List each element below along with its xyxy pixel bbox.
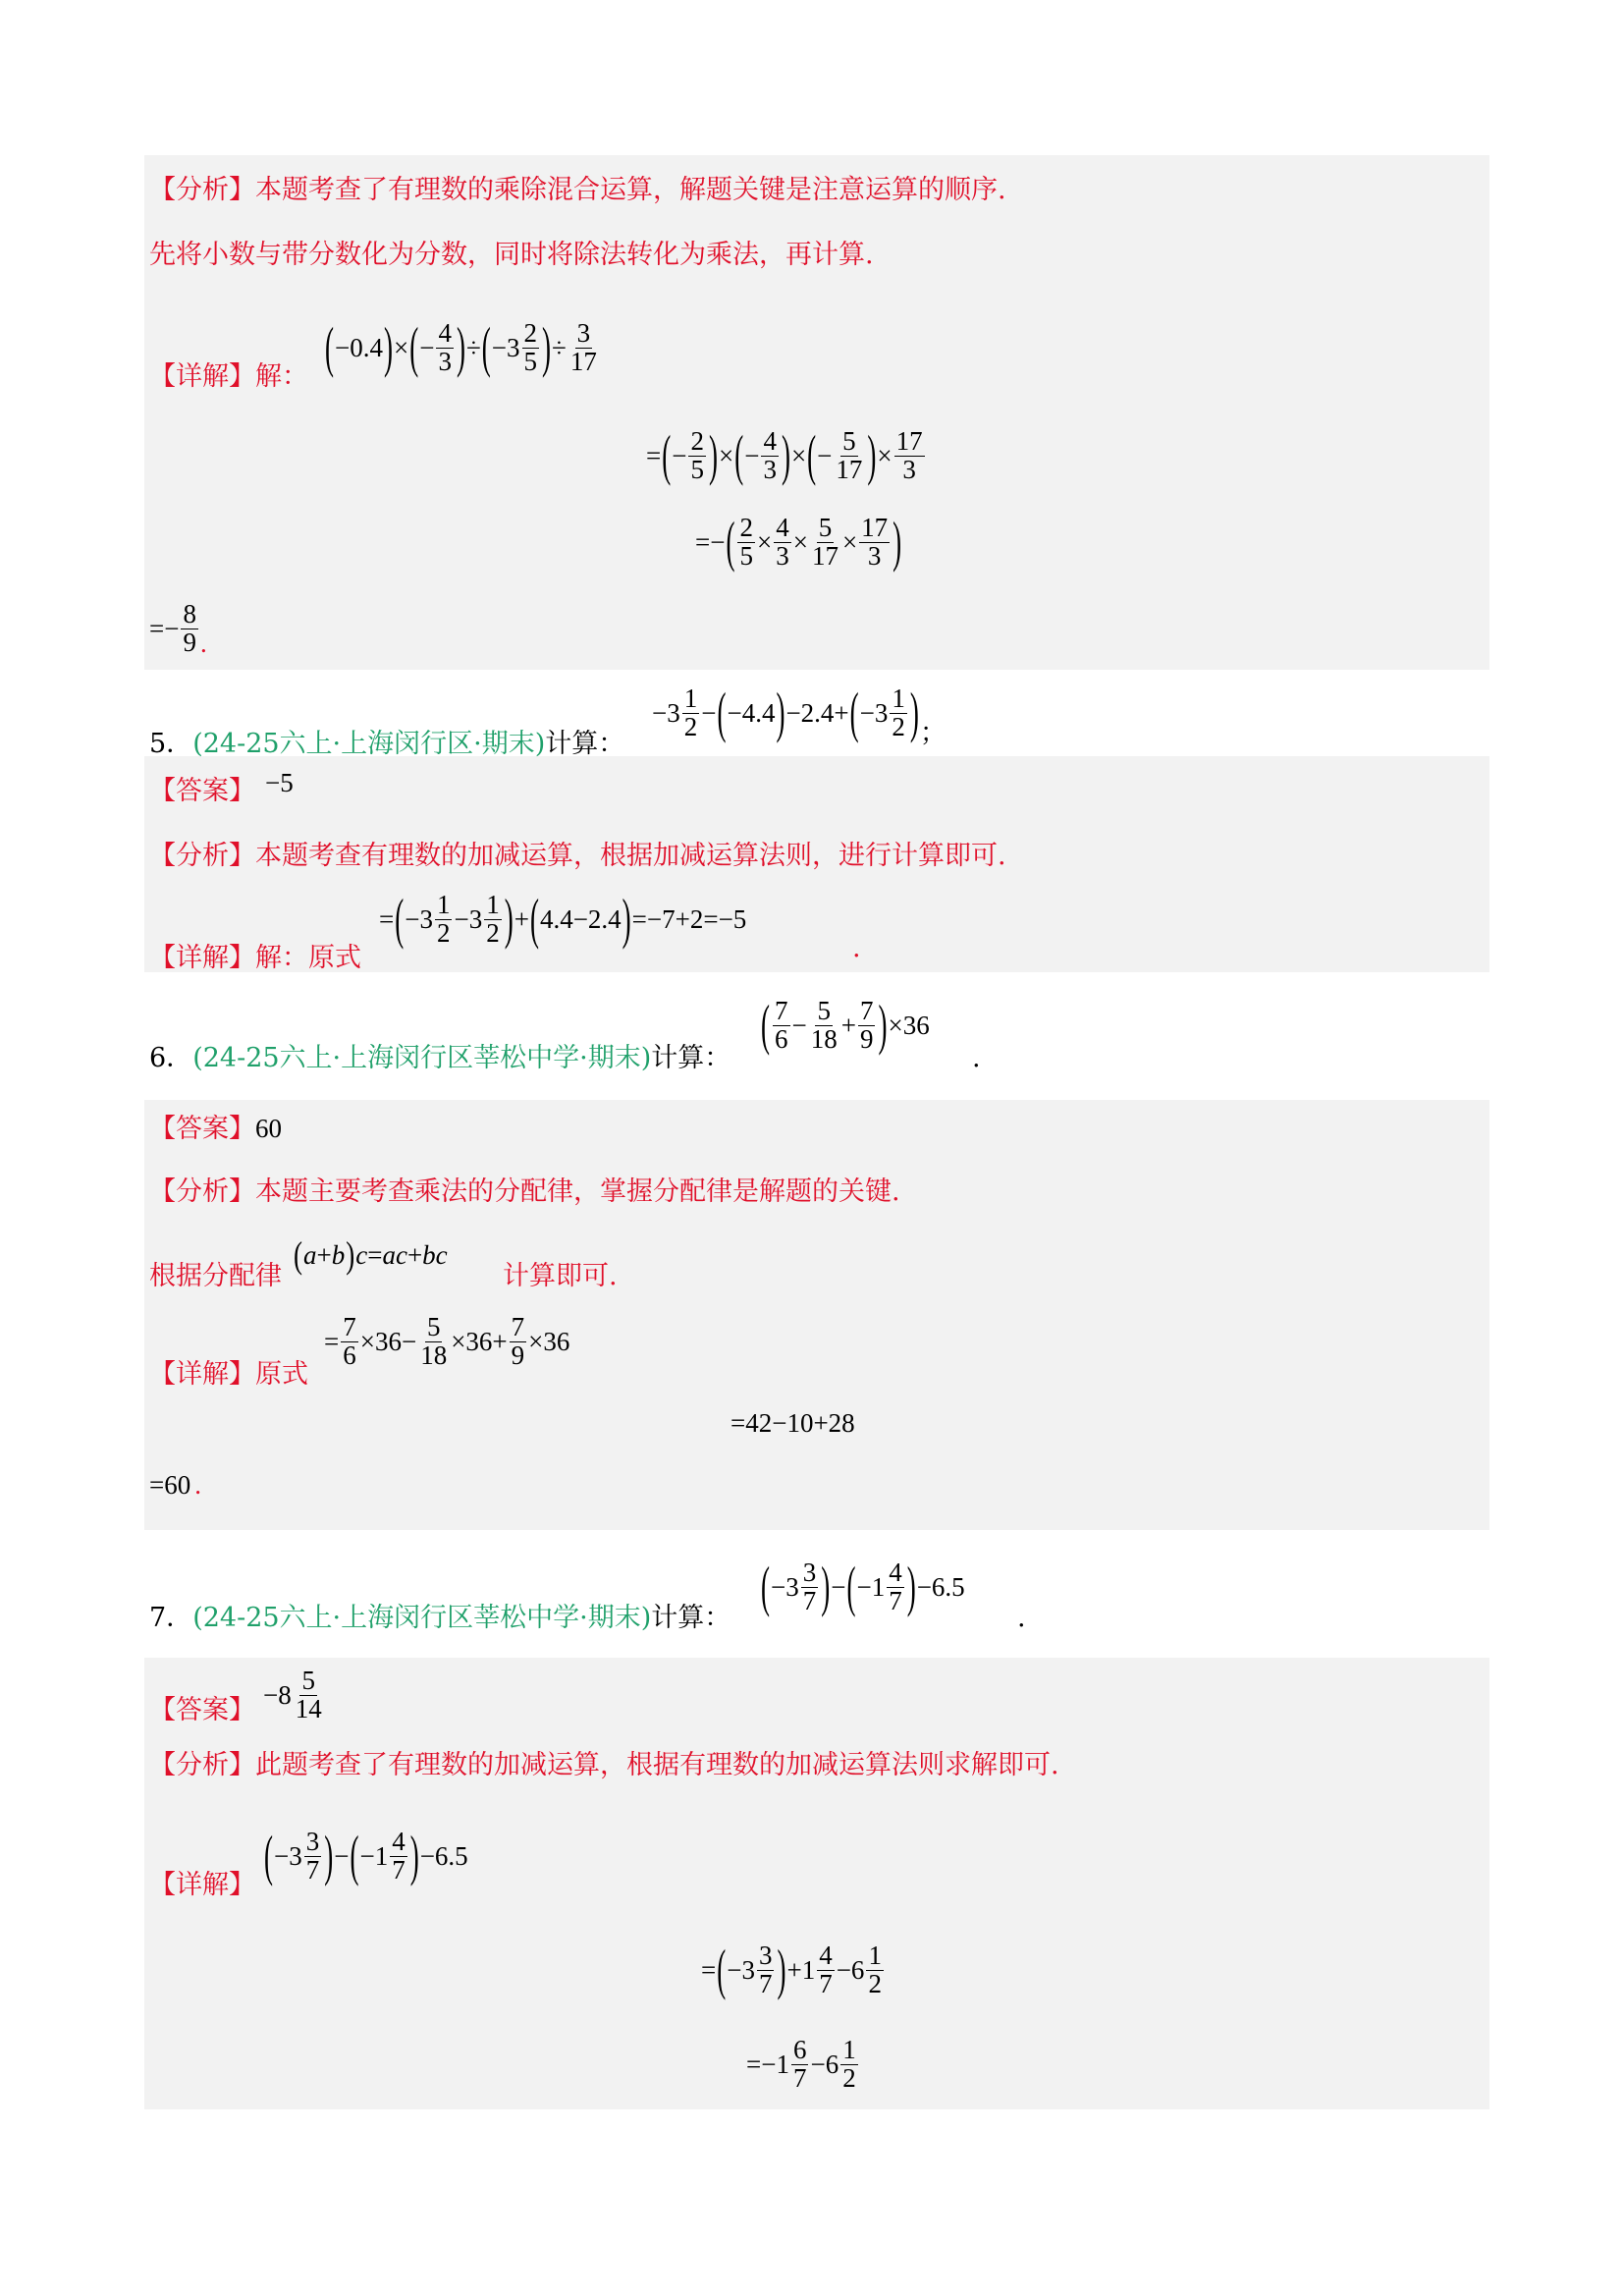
q7-answer-label: 【答案】 [149, 1695, 255, 1725]
q5-expression: −3 1 2 − ( −4.4 ) −2.4+ ( −3 1 2 ) ； [652, 681, 947, 747]
q5-question: 5．(24-25六上·上海闵行区·期末)计算： [149, 729, 625, 759]
q5-detail-expression: = ( −3 1 2 −3 1 2 ) + ( 4.4−2.4 ) =−7+2=−5 [379, 887, 747, 950]
q5-source: (24-25六上·上海闵行区·期末) [192, 729, 546, 759]
q7-detail-label: 【详解】 [149, 1870, 255, 1900]
q7-answer-value: −8 5 14 [263, 1665, 322, 1723]
q4-expression-line1: ( −0.4 ) × ( − 4 3 ) ÷ ( −3 2 5 ) ÷ 3 17 [325, 315, 597, 378]
q5-detail-label: 【详解】解：原式 [149, 943, 361, 973]
q5-answer-value: −5 [265, 768, 294, 797]
q6-law-line: 根据分配律 [149, 1261, 282, 1291]
q6-answer-value: 60 [255, 1114, 282, 1143]
q4-analysis-line2: 先将小数与带分数化为分数，同时将除法转化为乘法，再计算. [149, 240, 874, 270]
analysis-tag: 【分析】 [149, 175, 255, 205]
q6-analysis: 【分析】本题主要考查乘法的分配律，掌握分配律是解题的关键. [149, 1176, 900, 1207]
q7-analysis: 【分析】此题考查了有理数的加减运算，根据有理数的加减运算法则求解即可. [149, 1750, 1059, 1780]
q6-detail-line2: =42−10+28 [730, 1408, 855, 1438]
q6-law-suffix: 计算即可. [503, 1261, 618, 1291]
q4-solution-block [144, 155, 1489, 670]
q7-source: (24-25六上·上海闵行区莘松中学·期末) [192, 1603, 652, 1633]
q7-detail-line3: =−1 6 7 −6 1 2 [746, 2034, 856, 2093]
q6-detail-line1: = 7 6 ×36− 5 18 ×36+ 7 9 ×36 [324, 1311, 570, 1370]
q6-final-result: =60 . [149, 1469, 201, 1500]
q7-question: 7．(24-25六上·上海闵行区莘松中学·期末)计算： [149, 1603, 731, 1633]
q6-source: (24-25六上·上海闵行区莘松中学·期末) [192, 1043, 652, 1073]
q4-final-result: =− 8 9 . [149, 598, 207, 658]
q6-law-formula: ( a + b ) c = ac + bc [294, 1233, 448, 1276]
q6-expression: ( 7 6 − 5 18 + 7 9 ) ×36 [761, 993, 930, 1056]
q6-answer-line: 【答案】60 [149, 1114, 282, 1144]
q6-tail-dot: . [972, 1043, 981, 1073]
q5-answer-line: 【答案】 [149, 776, 255, 806]
q4-analysis-line1: 【分析】本题考查了有理数的乘除混合运算，解题关键是注意运算的顺序. [149, 175, 1006, 205]
q4-expression-line3: =− ( 2 5 × 4 3 × 5 17 × 17 3 ) [695, 510, 902, 573]
q4-detail-label: 【详解】解： [149, 361, 308, 392]
q6-question: 6．(24-25六上·上海闵行区莘松中学·期末)计算： [149, 1043, 731, 1073]
q5-end-dot: . [852, 933, 861, 963]
q7-expression: ( −3 3 7 ) − ( −1 4 7 ) −6.5 [761, 1555, 965, 1617]
q7-tail-dot: . [1017, 1603, 1026, 1633]
q7-detail-line1: ( −3 3 7 ) − ( −1 4 7 ) −6.5 [264, 1824, 468, 1886]
q6-detail-label: 【详解】原式 [149, 1359, 308, 1390]
q7-detail-line2: = ( −3 3 7 ) +1 4 7 −6 1 2 [701, 1938, 882, 2000]
q5-analysis: 【分析】本题考查有理数的加减运算，根据加减运算法则，进行计算即可. [149, 841, 1006, 871]
q4-expression-line2: = ( − 2 5 ) × ( − 4 3 ) × ( − 5 17 ) × 17 3 [646, 423, 923, 486]
